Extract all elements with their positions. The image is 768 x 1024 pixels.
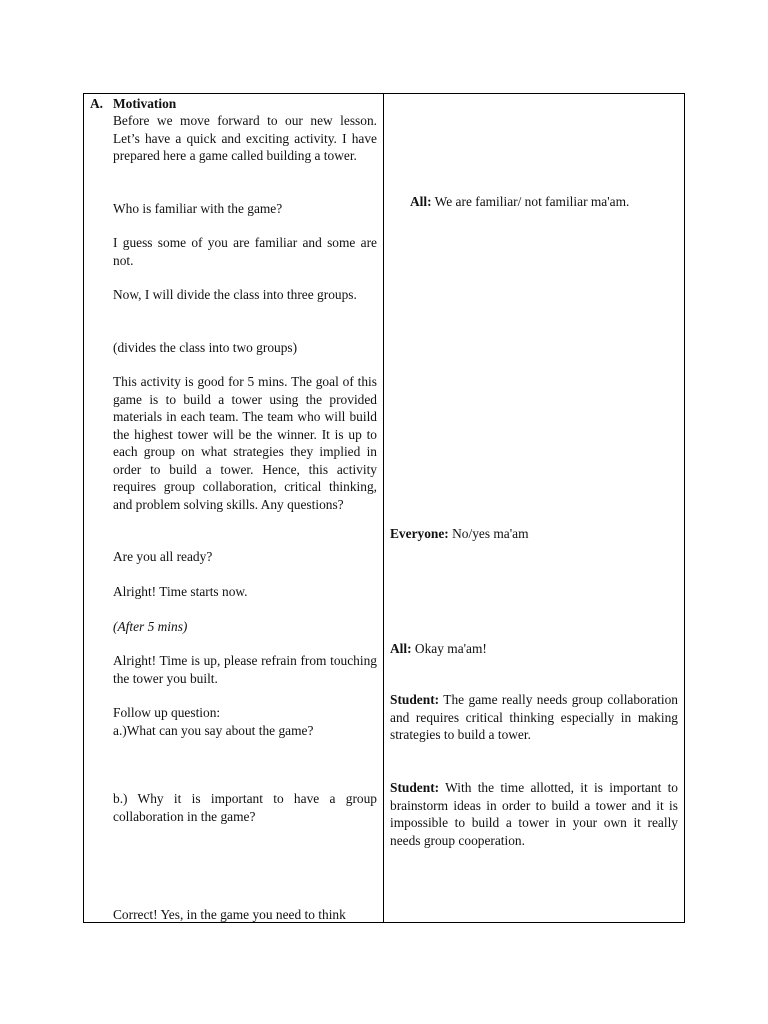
teacher-divides-note: (divides the class into two groups) (113, 340, 298, 355)
teacher-guess: I guess some of you are familiar and some are not. (113, 235, 377, 268)
section-letter: A. (90, 96, 104, 111)
teacher-question-familiar: Who is familiar with the game? (113, 201, 283, 216)
response-label: Student: (390, 780, 440, 795)
teacher-correct: Correct! Yes, in the game you need to think (113, 907, 346, 922)
response-label: Student: (390, 692, 440, 707)
teacher-intro: Before we move forward to our new lesson. Let’s have a quick and exciting activity. I have prepared here a game called building a tower. (113, 113, 377, 163)
teacher-question-b: b.) Why it is important to have a group collaboration in the game? (113, 791, 377, 824)
teacher-follow-up: Follow up question: (113, 705, 221, 720)
response-text: We are familiar/ not familiar ma'am. (431, 194, 630, 209)
teacher-after-note: (After 5 mins) (113, 619, 188, 634)
teacher-question-a: a.)What can you say about the game? (113, 723, 314, 738)
response-text: With the time allotted, it is important to brainstorm ideas in order to build a tower and it is impossible to build a tower in your own it really needs group cooperation. (390, 780, 678, 848)
teacher-time-up: Alright! Time is up, please refrain from touching the tower you built. (113, 653, 377, 686)
response-text: No/yes ma'am (448, 526, 529, 541)
teacher-activity-column (84, 94, 383, 922)
response-label: All: (410, 194, 432, 209)
response-label: Everyone: (390, 526, 449, 541)
lesson-table (83, 93, 685, 923)
student-activity-column (384, 94, 684, 922)
response-game-opinion (390, 691, 678, 744)
response-label: All: (390, 641, 412, 656)
response-ready (390, 640, 680, 658)
teacher-start: Alright! Time starts now. (113, 584, 248, 599)
response-collaboration (390, 779, 678, 849)
response-text: Okay ma'am! (411, 641, 487, 656)
teacher-rules: This activity is good for 5 mins. The goal of this game is to build a tower using the provided materials in each team. The team who will build the highest tower will be the winner. It is up to each group on what strategies they implied in order to build a tower. Hence, this activity requires group collaboration, critical thinking, and problem solving skills. Any questions? (113, 374, 377, 512)
response-text: The game really needs group collaboration and requires critical thinking especially in making strategies to build a tower. (390, 692, 678, 742)
section-title: Motivation (113, 96, 177, 111)
response-familiar (410, 193, 680, 211)
response-questions (390, 525, 680, 543)
teacher-divide: Now, I will divide the class into three groups. (113, 287, 357, 302)
teacher-ready: Are you all ready? (113, 549, 213, 564)
